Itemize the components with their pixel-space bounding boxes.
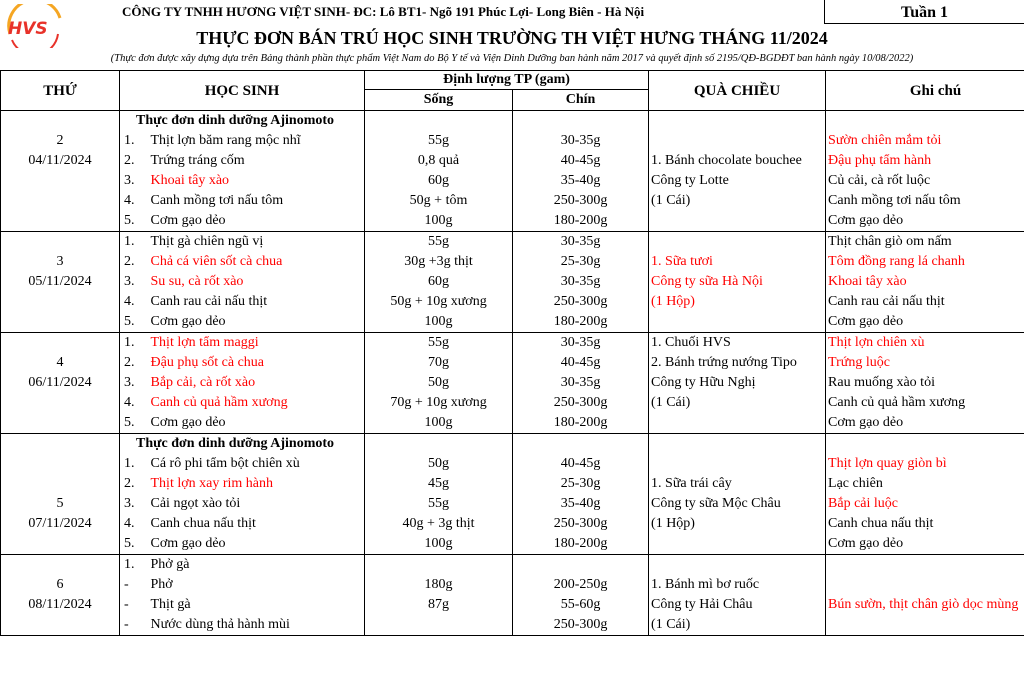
table-row: 5. Cơm gạo dẻo 100g 180-200g Cơm gạo dẻo — [1, 413, 1024, 434]
dish-name: Canh củ quả hầm xương — [147, 393, 365, 413]
dish-name: Canh chua nấu thịt — [147, 514, 365, 534]
day-date: 04/11/2024 — [1, 151, 120, 171]
table-row: - Nước dùng thả hành mùi 250-300g (1 Cái) — [1, 615, 1024, 636]
day-number: 3 — [1, 252, 120, 272]
day-number: 4 — [1, 353, 120, 373]
day-date: 06/11/2024 — [1, 373, 120, 393]
company-address: CÔNG TY TNHH HƯƠNG VIỆT SINH- ĐC: Lô BT1- Ngõ 191 Phúc Lợi- Long Biên - Hà Nội — [122, 4, 645, 19]
table-row: 1. Thịt gà chiên ngũ vị 55g 30-35g Thịt chân giò om nấm — [1, 232, 1024, 253]
table-row: 4. Canh mồng tơi nấu tôm 50g + tôm 250-300g (1 Cái) Canh mồng tơi nấu tôm — [1, 191, 1024, 211]
table-row: 2. Thịt lợn xay rim hành 45g 25-30g 1. Sữa trái cây Lạc chiên — [1, 474, 1024, 494]
dish-name: Cơm gạo dẻo — [147, 312, 365, 333]
day-number: 5 — [1, 494, 120, 514]
page-subtitle: (Thực đơn được xây dựng dựa trên Bảng thành phần thực phẩm Việt Nam do Bộ Y tế và Viện Dinh Dưỡng ban hành năm 2017 và quyết định số 2195/QĐ-BGDĐT ban hành ngày 10/08/2022) — [110, 53, 914, 64]
day-number: 6 — [1, 575, 120, 595]
dish-name: Phở — [147, 575, 365, 595]
dish-name: Cơm gạo dẻo — [147, 211, 365, 232]
table-row: 5 3. Cải ngọt xào tỏi 55g 35-40g Công ty sữa Mộc Châu Bắp cải luộc — [1, 494, 1024, 514]
day-number: 2 — [1, 131, 120, 151]
dish-name: Thịt lợn băm rang mộc nhĩ — [147, 131, 365, 151]
section-heading: Thực đơn dinh dưỡng Ajinomoto — [120, 111, 365, 132]
table-row: 6 - Phở 180g 200-250g 1. Bánh mì bơ ruốc — [1, 575, 1024, 595]
dish-name: Cá rô phi tẩm bột chiên xù — [147, 454, 365, 474]
week-label: Tuần 1 — [824, 0, 1024, 24]
dish-name: Thịt gà chiên ngũ vị — [147, 232, 365, 253]
dish-name: Đậu phụ sốt cà chua — [147, 353, 365, 373]
day-date: 08/11/2024 — [1, 595, 120, 615]
table-row: 06/11/2024 3. Bắp cải, cà rốt xào 50g 30-35g Công ty Hữu Nghị Rau muống xào tỏi — [1, 373, 1024, 393]
col-note-header: Ghi chú — [826, 71, 1024, 111]
dish-name: Thịt lợn tẩm maggi — [147, 333, 365, 354]
table-row: 2 1. Thịt lợn băm rang mộc nhĩ 55g 30-35g Sườn chiên mắm tỏi — [1, 131, 1024, 151]
dish-name: Canh rau cải nấu thịt — [147, 292, 365, 312]
col-cooked-header: Chín — [513, 90, 649, 111]
col-day-header: THỨ — [1, 71, 120, 111]
dish-name: Nước dùng thả hành mùi — [147, 615, 365, 636]
section-heading: Thực đơn dinh dưỡng Ajinomoto — [120, 434, 365, 455]
col-raw-header: Sống — [365, 90, 513, 111]
table-row: 3. Khoai tây xào 60g 35-40g Công ty Lotte Củ cải, cà rốt luộc — [1, 171, 1024, 191]
dish-name: Cải ngọt xào tỏi — [147, 494, 365, 514]
table-row: 1. Thịt lợn tẩm maggi 55g 30-35g 1. Chuối HVS Thịt lợn chiên xù — [1, 333, 1024, 354]
table-row: 4 2. Đậu phụ sốt cà chua 70g 40-45g 2. Bánh trứng nướng Tipo Trứng luộc — [1, 353, 1024, 373]
dish-name: Canh mồng tơi nấu tôm — [147, 191, 365, 211]
dish-name: Thịt lợn xay rim hành — [147, 474, 365, 494]
table-row: 4. Canh củ quả hầm xương 70g + 10g xương 250-300g (1 Cái) Canh củ quả hầm xương — [1, 393, 1024, 413]
page-title: THỰC ĐƠN BÁN TRÚ HỌC SINH TRƯỜNG TH VIỆT HƯNG THÁNG 11/2024 — [196, 28, 828, 48]
dish-name: Khoai tây xào — [147, 171, 365, 191]
dish-name: Cơm gạo dẻo — [147, 534, 365, 555]
table-row: 5. Cơm gạo dẻo 100g 180-200g Cơm gạo dẻo — [1, 534, 1024, 555]
table-row: 4. Canh rau cải nấu thịt 50g + 10g xương 250-300g (1 Hộp) Canh rau cải nấu thịt — [1, 292, 1024, 312]
col-quantity-header: Định lượng TP (gam) — [365, 71, 649, 90]
table-row: 05/11/2024 3. Su su, cà rốt xào 60g 30-35g Công ty sữa Hà Nội Khoai tây xào — [1, 272, 1024, 292]
table-row: 1. Phở gà — [1, 555, 1024, 576]
dish-name: Bắp cải, cà rốt xào — [147, 373, 365, 393]
dish-name: Thịt gà — [147, 595, 365, 615]
table-row: 5. Cơm gạo dẻo 100g 180-200g Cơm gạo dẻo — [1, 211, 1024, 232]
svg-text:HVS: HVS — [8, 19, 48, 39]
table-row: 04/11/2024 2. Trứng tráng cốm 0,8 quả 40-45g 1. Bánh chocolate bouchee Đậu phụ tẩm hành — [1, 151, 1024, 171]
dish-name: Cơm gạo dẻo — [147, 413, 365, 434]
dish-name: Chả cá viên sốt cà chua — [147, 252, 365, 272]
table-row: 3 2. Chả cá viên sốt cà chua 30g +3g thịt 25-30g 1. Sữa tươi Tôm đồng rang lá chanh — [1, 252, 1024, 272]
table-row: 08/11/2024 - Thịt gà 87g 55-60g Công ty Hải Châu Bún sườn, thịt chân giò dọc mùng — [1, 595, 1024, 615]
menu-table — [0, 70, 1024, 677]
table-row: 5. Cơm gạo dẻo 100g 180-200g Cơm gạo dẻo — [1, 312, 1024, 333]
dish-name: Phở gà — [147, 555, 365, 576]
table-row: 1. Cá rô phi tẩm bột chiên xù 50g 40-45g Thịt lợn quay giòn bì — [1, 454, 1024, 474]
col-student-header: HỌC SINH — [120, 71, 365, 111]
day-date: 07/11/2024 — [1, 514, 120, 534]
table-row: 07/11/2024 4. Canh chua nấu thịt 40g + 3g thịt 250-300g (1 Hộp) Canh chua nấu thịt — [1, 514, 1024, 534]
day-date: 05/11/2024 — [1, 272, 120, 292]
col-snack-header: QUÀ CHIỀU — [649, 71, 826, 111]
dish-name: Trứng tráng cốm — [147, 151, 365, 171]
dish-name: Su su, cà rốt xào — [147, 272, 365, 292]
